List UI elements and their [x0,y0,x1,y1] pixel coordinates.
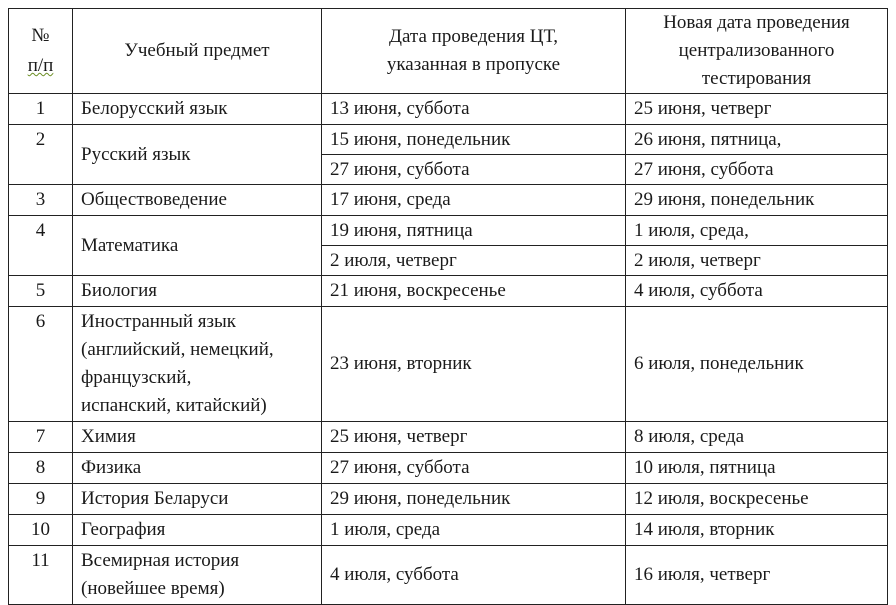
row-new-date: 29 июня, понедельник [626,185,888,216]
table-row [9,307,888,422]
row-old-date: 29 июня, понедельник [322,484,626,515]
row-number: 8 [9,453,73,484]
row-subject: История Беларуси [73,484,322,515]
row-old-date: 4 июля, суббота [322,546,626,605]
subject-line: Иностранный язык [81,311,237,332]
row-subject: Биология [73,276,322,307]
header-row [9,9,888,94]
row-number: 10 [9,515,73,546]
row-number: 1 [9,94,73,125]
header-old-date [322,9,626,94]
table-row [9,276,888,307]
row-number: 7 [9,422,73,453]
row-old-date: 25 июня, четверг [322,422,626,453]
header-number-abbrev: п/п [27,55,54,76]
header-old-date-text: Дата проведения ЦТ, указанная в пропуске [386,26,561,75]
subject-line: французский, [81,367,192,388]
table-row [9,546,888,605]
subject-line: испанский, китайский) [81,395,267,416]
row-old-date: 19 июня, пятница [322,216,626,246]
row-old-date: 27 июня, суббота [322,155,626,185]
row-old-date: 2 июля, четверг [322,246,626,276]
schedule-table [8,8,888,605]
row-new-date: 1 июля, среда, [626,216,888,246]
row-subject: Белорусский язык [73,94,322,125]
row-new-date: 6 июля, понедельник [626,307,888,422]
row-number: 3 [9,185,73,216]
table-row [9,216,888,246]
row-new-date: 12 июля, воскресенье [626,484,888,515]
row-subject: Физика [73,453,322,484]
subject-line: (английский, немецкий, [81,339,274,360]
row-new-date: 14 июля, вторник [626,515,888,546]
row-subject [73,546,322,605]
row-subject: Обществоведение [73,185,322,216]
row-new-date: 26 июня, пятница, [626,125,888,155]
table-row [9,453,888,484]
row-new-date: 16 июля, четверг [626,546,888,605]
table-row [9,422,888,453]
table-row [9,484,888,515]
row-number: 2 [9,125,73,185]
row-old-date: 1 июля, среда [322,515,626,546]
row-new-date: 27 июня, суббота [626,155,888,185]
header-new-date-text: Новая дата проведения централизованного тестирования [663,12,850,89]
subject-line: (новейшее время) [81,578,225,599]
row-number: 11 [9,546,73,605]
row-new-date: 25 июня, четверг [626,94,888,125]
row-number: 4 [9,216,73,276]
row-new-date: 8 июля, среда [626,422,888,453]
table-row [9,515,888,546]
row-number: 6 [9,307,73,422]
header-new-date [626,9,888,94]
table-row [9,94,888,125]
row-new-date: 2 июля, четверг [626,246,888,276]
table-row [9,185,888,216]
row-old-date: 27 июня, суббота [322,453,626,484]
row-subject: Химия [73,422,322,453]
row-old-date: 17 июня, среда [322,185,626,216]
row-old-date: 15 июня, понедельник [322,125,626,155]
header-number-symbol: № [31,25,50,46]
row-new-date: 4 июля, суббота [626,276,888,307]
row-number: 9 [9,484,73,515]
table-row [9,125,888,155]
row-old-date: 13 июня, суббота [322,94,626,125]
row-number: 5 [9,276,73,307]
row-subject: География [73,515,322,546]
header-subject: Учебный предмет [73,9,322,94]
subject-line: Всемирная история [81,550,240,571]
row-new-date: 10 июля, пятница [626,453,888,484]
header-number [9,9,73,94]
row-old-date: 21 июня, воскресенье [322,276,626,307]
row-subject: Русский язык [73,125,322,185]
row-subject: Математика [73,216,322,276]
row-old-date: 23 июня, вторник [322,307,626,422]
row-subject [73,307,322,422]
